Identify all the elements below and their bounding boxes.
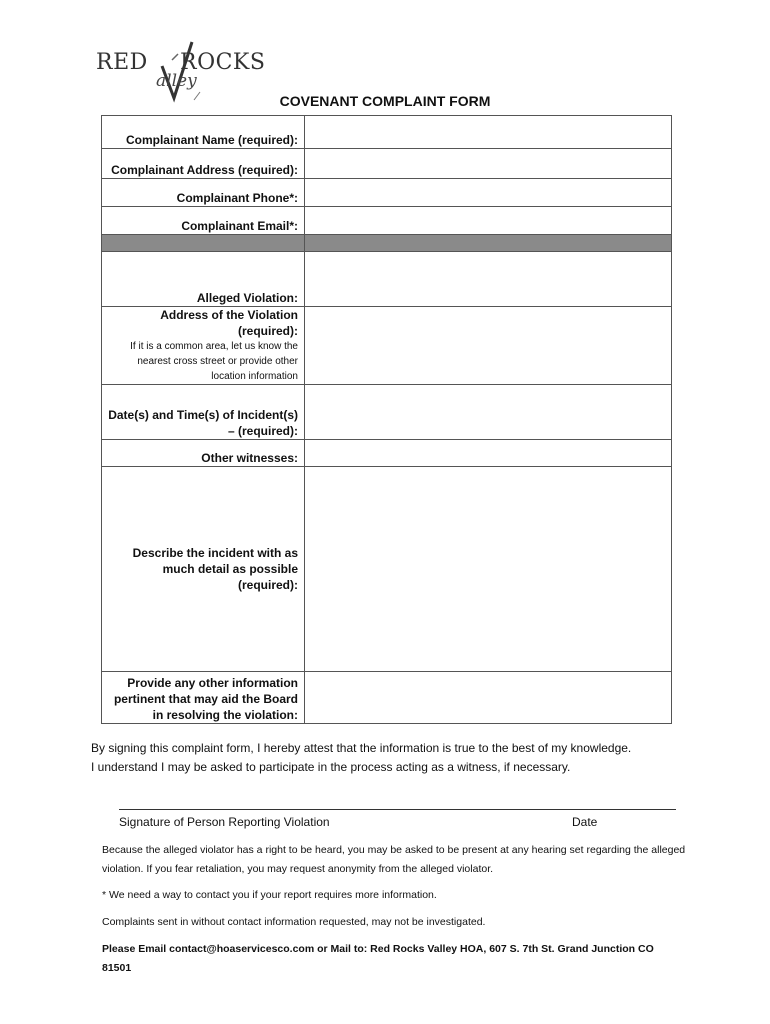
attest-line-2: I understand I may be asked to participate in the process acting as a witness, if necessary.	[91, 760, 571, 774]
label-violation-address-hint: If it is a common area, let us know the nearest cross street or provide other location information	[130, 341, 298, 382]
label-complainant-address: Complainant Address (required):	[102, 149, 305, 179]
row-complainant-email	[102, 207, 672, 235]
field-complainant-email[interactable]	[305, 207, 672, 235]
row-other-witnesses	[102, 440, 672, 467]
row-other-info	[102, 672, 672, 724]
label-complainant-phone: Complainant Phone*:	[102, 179, 305, 207]
label-incident-datetime: Date(s) and Time(s) of Incident(s) – (required):	[102, 385, 305, 440]
separator-row	[102, 235, 672, 252]
field-complainant-name[interactable]	[305, 116, 672, 149]
field-complainant-phone[interactable]	[305, 179, 672, 207]
logo-rocks-text: ROCKS	[180, 50, 266, 75]
label-alleged-violation: Alleged Violation:	[102, 252, 305, 307]
signature-label: Signature of Person Reporting Violation	[119, 815, 330, 829]
label-describe-incident-cell	[102, 467, 305, 672]
attest-line-1: By signing this complaint form, I hereby attest that the information is true to the best of my knowledge.	[91, 741, 632, 755]
row-violation-address	[102, 307, 672, 385]
field-other-witnesses[interactable]	[305, 440, 672, 467]
note-investigate: Complaints sent in without contact information requested, may not be investigated.	[102, 916, 486, 928]
field-complainant-address[interactable]	[305, 149, 672, 179]
row-complainant-name	[102, 116, 672, 149]
label-describe-incident: Describe the incident with as much detail as possible (required):	[132, 546, 298, 592]
label-other-witnesses: Other witnesses:	[102, 440, 305, 467]
label-violation-address: Address of the Violation (required):	[160, 308, 298, 338]
label-violation-address-cell	[102, 307, 305, 385]
label-complainant-name: Complainant Name (required):	[102, 116, 305, 149]
note-contact: * We need a way to contact you if your report requires more information.	[102, 889, 437, 901]
logo-valley-text: alley	[156, 71, 197, 91]
logo-red-text: RED	[96, 50, 148, 75]
field-describe-incident[interactable]	[305, 467, 672, 672]
row-complainant-address	[102, 149, 672, 179]
page-title: COVENANT COMPLAINT FORM	[279, 93, 491, 109]
label-other-info: Provide any other information pertinent that may aid the Board in resolving the violation:	[102, 672, 305, 724]
mail-instructions: Please Email contact@hoaservicesco.com or Mail to: Red Rocks Valley HOA, 607 S. 7th St. Grand Junction CO 81501	[102, 943, 654, 974]
date-label: Date	[572, 815, 598, 829]
complaint-form-table	[101, 115, 672, 724]
row-alleged-violation	[102, 252, 672, 307]
separator-cell-left	[102, 235, 305, 252]
field-incident-datetime[interactable]	[305, 385, 672, 440]
signature-line[interactable]	[119, 799, 676, 810]
note-hearing: Because the alleged violator has a right to be heard, you may be asked to be present at any hearing set regarding the alleged violation. If you fear retaliation, you may request anonymity from the alleged violator.	[102, 844, 686, 875]
label-complainant-email: Complainant Email*:	[102, 207, 305, 235]
field-alleged-violation[interactable]	[305, 252, 672, 307]
field-violation-address[interactable]	[305, 307, 672, 385]
field-other-info[interactable]	[305, 672, 672, 724]
separator-cell-right	[305, 235, 672, 252]
row-complainant-phone	[102, 179, 672, 207]
row-incident-datetime	[102, 385, 672, 440]
row-describe-incident	[102, 467, 672, 672]
